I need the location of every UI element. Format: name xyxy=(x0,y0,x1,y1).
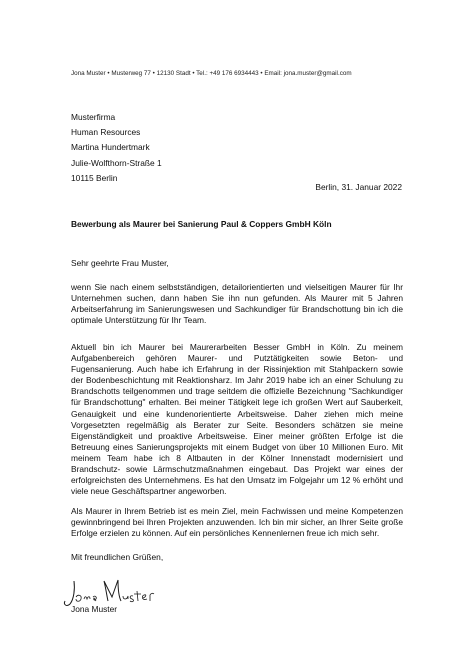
recipient-address-block xyxy=(71,110,162,186)
closing-phrase: Mit freundlichen Grüßen, xyxy=(71,552,164,562)
recipient-company: Musterfirma xyxy=(71,112,116,122)
sender-address-line: Jona Muster • Musterweg 77 • 12130 Stadt • Tel.: +49 176 6934443 • Email: jona.muster@gmail.com xyxy=(71,70,352,77)
signer-name: Jona Muster xyxy=(71,604,118,614)
letter-subject: Bewerbung als Maurer bei Sanierung Paul & Coppers GmbH Köln xyxy=(71,219,332,229)
recipient-department: Human Resources xyxy=(71,127,141,138)
recipient-street: Julie-Wolfthorn-Straße 1 xyxy=(71,157,162,168)
recipient-city: 10115 Berlin xyxy=(71,172,118,183)
body-paragraph-goal: Als Maurer in Ihrem Betrieb ist es mein Ziel, mein Fachwissen und meine Kompetenzen gewinnbringend bei Ihren Projekten anzuwenden. Ich bin mir sicher, an Ihrer Seite große Erfolge erzielen zu können. Auf ein persönliches Kennenlernen freue ich mich sehr. xyxy=(71,506,403,539)
body-paragraph-experience: Aktuell bin ich Maurer bei Maurerarbeiten Besser GmbH in Köln. Zu meinem Aufgabenbereich gehören Maurer- und Putztätigkeiten sowie Beton- und Fugensanierung. Auch habe ich Erfahrung in der Rissinjektion mit Stahlpackern sowie der Bodenbeschichtung mit Reaktionsharz. Im Jahr 2019 habe ich an einer Schulung zu Brandschotts teilgenommen und trage seitdem die offizielle Bezeichnung "Sachkundiger für Brandschottung" erhalten. Bei meiner Tätigkeit lege ich großen Wert auf Sauberkeit, Genauigkeit und eine kundenorientierte Arbeitsweise. Daher ziehen mich meine Vorgesetzten regelmäßig als Berater zur Seite. Besonders schätzen sie meine Eigenständigkeit und proaktive Arbeitsweise. Einer meiner größten Erfolge ist die Betreuung eines Sanierungsprojekts mit einem Budget von über 10 Millionen Euro. Mit meinem Team habe ich 8 Altbauten in der Kölner Innenstadt modernisiert und Brandschutz- sowie Lärmschutzmaßnahmen eingebaut. Das Projekt war eines der erfolgreichsten des Unternehmens. Es hat den Umsatz im Folgejahr um 12 % erhöht und viele neue Geschäftspartner angeworben. xyxy=(71,342,403,497)
recipient-contact: Martina Hundertmark xyxy=(71,142,150,153)
body-paragraph-intro: wenn Sie nach einem selbstständigen, detailorientierten und vielseitigen Maurer für Ihr Unternehmen suchen, dann haben Sie ihn nun gefunden. Als Maurer mit 5 Jahren Arbeitserfahrung im Sanierungswesen und Sachkundiger für Brandschottung bin ich die optimale Unterstützung für Ihr Team. xyxy=(71,282,403,326)
letter-date: Berlin, 31. Januar 2022 xyxy=(315,182,402,192)
salutation: Sehr geehrte Frau Muster, xyxy=(71,258,169,268)
